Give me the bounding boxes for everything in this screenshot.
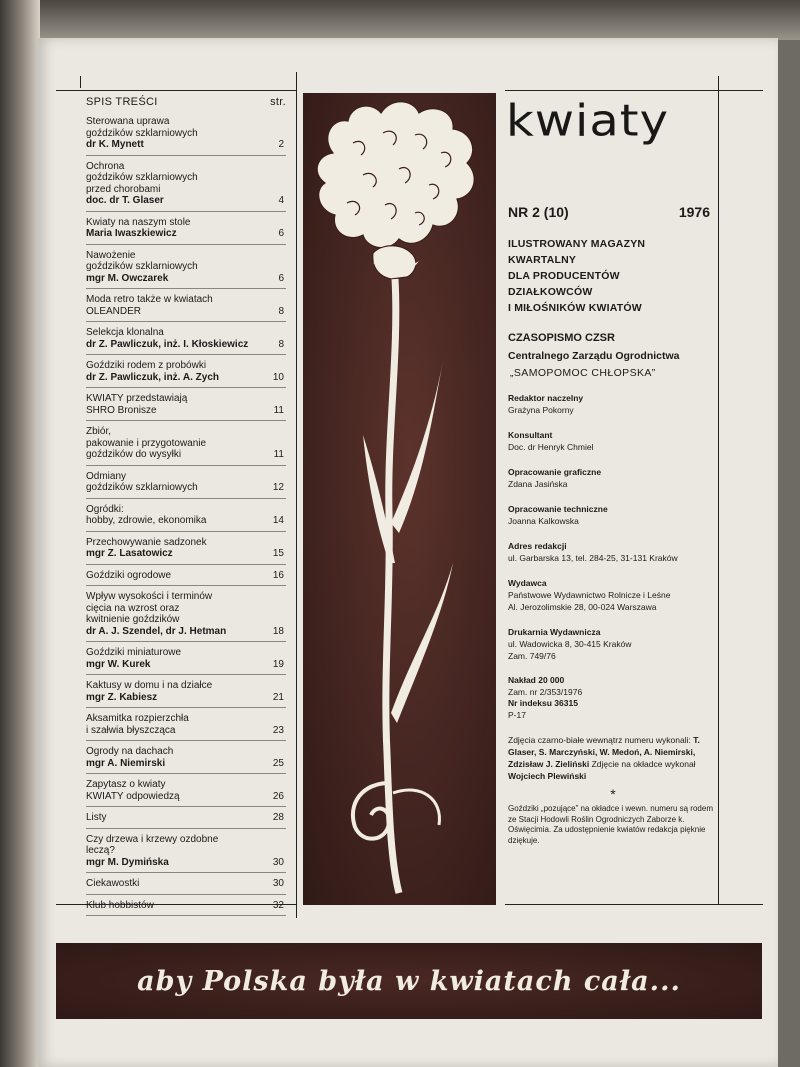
- toc-entry-page: 25: [272, 757, 284, 769]
- toc-entry: [86, 250, 286, 290]
- toc-entry: [86, 426, 286, 466]
- masthead-column: [508, 96, 718, 846]
- toc-entry-title: Przechowywanie sadzonek: [86, 536, 207, 548]
- toc-entry-page: 32: [272, 899, 284, 911]
- issue-row: [508, 204, 718, 220]
- toc-entry-title: Zbiór, pakowanie i przygotowanie goździków do wysyłki: [86, 426, 207, 460]
- cover-photographer: Wojciech Plewiński: [508, 771, 587, 781]
- credit-block: [508, 503, 718, 527]
- toc-entry-page: 30: [272, 856, 284, 868]
- carnation-curl-leaf-right: [393, 790, 439, 825]
- toc-page-label: str.: [270, 96, 286, 108]
- print-run: Nakład 20 000: [508, 675, 565, 685]
- slogan-text: aby Polska była w kwiatach cała...: [137, 965, 681, 997]
- toc-entry: [86, 900, 286, 917]
- credit-block: [508, 429, 718, 453]
- credit-label: Konsultant: [508, 430, 553, 440]
- credit-value: Grażyna Pokorny: [508, 405, 574, 415]
- frame-center-vertical: [296, 72, 297, 918]
- credit-value: ul. Wadowicka 8, 30-415 Kraków Zam. 749/76: [508, 639, 632, 661]
- credit-block: [508, 392, 718, 416]
- carnation-illustration: [303, 93, 496, 905]
- toc-entry-page: 8: [278, 305, 284, 317]
- toc-entry-page: 28: [272, 812, 284, 823]
- credit-value: Państwowe Wydawnictwo Rolnicze i Leśne Al. Jerozolimskie 28, 00-024 Warszawa: [508, 590, 671, 612]
- toc-entry-page: 26: [272, 790, 284, 802]
- toc-entry-author: dr A. J. Szendel, dr J. Hetman: [86, 625, 227, 637]
- page-top-shadow: [0, 0, 800, 40]
- carnation-leaves: [363, 261, 453, 723]
- toc-entry-page: 6: [278, 228, 284, 239]
- asterisk-divider: *: [610, 786, 616, 802]
- toc-entry-title: Moda retro także w kwiatach OLEANDER: [86, 294, 213, 317]
- carnation-stem: [386, 279, 399, 893]
- credit-block: [508, 577, 718, 613]
- toc-entry-title: Selekcja klonalna: [86, 327, 164, 338]
- cover-carnation-panel: [303, 93, 496, 905]
- toc-header: [86, 96, 286, 108]
- toc-entry-title: Kaktusy w domu i na działce: [86, 680, 213, 691]
- toc-entry: [86, 504, 286, 532]
- toc-entry-author: dr Z. Pawliczuk, inż. A. Zych: [86, 371, 219, 383]
- toc-entry-author: mgr Z. Lasatowicz: [86, 548, 173, 559]
- toc-entry: [86, 779, 286, 807]
- toc-list: [86, 116, 286, 916]
- photo-names: T. Glaser, S. Marczyński, W. Medoń, A. Niemirski, Zdzisław J. Zieliński: [508, 735, 700, 769]
- credit-value: Doc. dr Henryk Chmiel: [508, 442, 594, 452]
- toc-entry-author: mgr Z. Kabiesz: [86, 691, 158, 703]
- toc-entry-author: doc. dr T. Glaser: [86, 195, 164, 206]
- credit-label: Wydawca: [508, 578, 547, 588]
- toc-entry-page: 18: [272, 625, 284, 637]
- board-name: Centralnego Zarządu Ogrodnictwa: [508, 350, 680, 362]
- toc-entry-page: 12: [272, 482, 284, 493]
- toc-entry-author: dr Z. Pawliczuk, inż. I. Kłoskiewicz: [86, 338, 249, 350]
- photo-intro: Zdjęcia czarno-białe wewnątrz numeru wykonali:: [508, 735, 694, 745]
- toc-entry-title: Goździki ogrodowe: [86, 569, 172, 581]
- toc-entry-page: 8: [278, 338, 284, 350]
- toc-entry-page: 21: [272, 691, 284, 703]
- toc-entry: [86, 161, 286, 212]
- toc-entry: [86, 680, 286, 708]
- toc-entry-title: Zapytasz o kwiaty KWIATY odpowiedzą: [86, 779, 180, 802]
- frame-right-vertical: [718, 76, 719, 904]
- toc-entry-page: 16: [272, 569, 284, 581]
- toc-entry-page: 6: [278, 272, 284, 284]
- table-of-contents: [86, 96, 286, 921]
- toc-entry: [86, 647, 286, 675]
- toc-entry: [86, 360, 286, 388]
- toc-entry: [86, 393, 286, 421]
- toc-entry: [86, 294, 286, 322]
- toc-entry: [86, 834, 286, 874]
- slogan-banner: [56, 943, 762, 1019]
- toc-entry: [86, 116, 286, 156]
- credit-label: Redaktor naczelny: [508, 393, 584, 403]
- publisher-org: „SAMOPOMOC CHŁOPSKA”: [510, 367, 656, 379]
- toc-entry-page: 4: [278, 195, 284, 206]
- order-number: Zam. nr 2/353/1976: [508, 686, 583, 697]
- toc-entry: [86, 812, 286, 829]
- frame-bottom-right: [505, 904, 763, 905]
- frame-top-right: [505, 90, 763, 91]
- toc-entry-page: 10: [272, 371, 284, 383]
- credit-label: Drukarnia Wydawnicza: [508, 627, 601, 637]
- credit-label: Opracowanie graficzne: [508, 467, 602, 477]
- toc-entry-title: Sterowana uprawa goździków szklarniowych: [86, 116, 198, 139]
- toc-entry-page: 15: [272, 548, 284, 559]
- toc-entry-page: 11: [273, 404, 284, 416]
- tagline-line: KWARTALNY: [508, 254, 577, 266]
- toc-entry: [86, 327, 286, 355]
- toc-entry-title: Czy drzewa i krzewy ozdobne leczą?: [86, 833, 219, 856]
- toc-entry-author: mgr M. Owczarek: [86, 272, 169, 284]
- index-number: Nr indeksu 36315: [508, 698, 578, 708]
- journal-name: CZASOPISMO CZSR: [508, 332, 615, 344]
- toc-entry-page: 19: [272, 658, 284, 670]
- toc-entry-page: 14: [272, 515, 284, 526]
- credit-block: [508, 466, 718, 490]
- frame-top-left: [56, 90, 296, 91]
- toc-entry-title: Goździki miniaturowe: [86, 647, 182, 658]
- tagline-line: DZIAŁKOWCÓW: [508, 286, 593, 298]
- toc-entry-title: Aksamitka rozpierzchła i szałwia błyszcząca: [86, 713, 189, 736]
- credit-label: Opracowanie techniczne: [508, 504, 608, 514]
- issue-year: 1976: [678, 204, 710, 220]
- credit-block: [508, 626, 718, 662]
- toc-entry-author: Maria Iwaszkiewicz: [86, 228, 177, 239]
- credit-block: [508, 540, 718, 564]
- toc-entry-title: Ogrody na dachach: [86, 746, 174, 757]
- acknowledgement-note: Goździki „pozujące” na okładce i wewn. numeru są rodem ze Stacji Hodowli Roślin Ogrodniczych Zaborze k. Oświęcimia. Za udostępnienie kwiatów redakcja pięknie dziękuje.: [508, 804, 713, 845]
- toc-entry: [86, 713, 286, 741]
- toc-entry-page: 11: [273, 449, 284, 460]
- toc-entry-title: Odmiany goździków szklarniowych: [86, 470, 198, 493]
- toc-entry-author: dr K. Mynett: [86, 139, 144, 150]
- toc-entry: [86, 217, 286, 245]
- toc-entry-title: Goździki rodem z probówki: [86, 360, 207, 371]
- credits-list: [508, 392, 718, 662]
- frame-left-vertical: [80, 76, 81, 88]
- toc-entry: [86, 591, 286, 642]
- toc-entry-page: 23: [272, 724, 284, 736]
- toc-entry: [86, 471, 286, 499]
- tagline-line: ILUSTROWANY MAGAZYN: [508, 238, 646, 250]
- page-binding-edge: [0, 0, 40, 1067]
- toc-entry-title: Ogródki: hobby, zdrowie, ekonomika: [86, 503, 207, 526]
- credit-value: Joanna Kalkowska: [508, 516, 579, 526]
- toc-entry: [86, 537, 286, 565]
- photo-credits: [508, 734, 718, 782]
- toc-entry-title: Ochrona goździków szklarniowych przed chorobami: [86, 160, 198, 195]
- toc-entry-page: 30: [272, 878, 284, 889]
- toc-title: SPIS TREŚCI: [86, 96, 158, 108]
- carnation-curl-leaf: [353, 783, 389, 839]
- tagline-line: I MIŁOŚNIKÓW KWIATÓW: [508, 302, 642, 314]
- toc-entry-author: mgr A. Niemirski: [86, 757, 166, 769]
- carnation-bloom: [317, 102, 474, 279]
- magazine-logo: kwiaty: [506, 96, 670, 147]
- toc-entry-page: 2: [278, 139, 284, 150]
- toc-entry-title: Nawożenie goździków szklarniowych: [86, 249, 198, 272]
- credit-value: ul. Garbarska 13, tel. 284-25, 31-131 Kraków: [508, 553, 678, 563]
- credit-label: Adres redakcji: [508, 541, 567, 551]
- toc-entry: [86, 878, 286, 895]
- toc-entry-title: KWIATY przedstawiają SHRO Bronisze: [86, 393, 188, 416]
- print-info: [508, 675, 718, 721]
- toc-entry: [86, 746, 286, 774]
- toc-entry-author: mgr M. Dymińska: [86, 856, 169, 868]
- toc-entry-author: mgr W. Kurek: [86, 658, 151, 670]
- toc-entry-title: Wpływ wysokości i terminów cięcia na wzrost oraz kwitnienie goździków: [86, 591, 213, 625]
- p-code: P-17: [508, 709, 526, 720]
- toc-entry-title: Kwiaty na naszym stole: [86, 216, 191, 228]
- toc-entry-title: Klub hobbistów: [86, 899, 154, 911]
- credit-value: Zdana Jasińska: [508, 479, 568, 489]
- issue-number: NR 2 (10): [508, 204, 569, 220]
- toc-entry: [86, 570, 286, 587]
- toc-entry-title: Listy: [86, 812, 107, 823]
- tagline: [508, 236, 718, 316]
- tagline-line: DLA PRODUCENTÓW: [508, 270, 620, 282]
- toc-entry-title: Ciekawostki: [86, 878, 140, 889]
- cover-photo-intro: Zdjęcie na okładce wykonał: [589, 759, 696, 769]
